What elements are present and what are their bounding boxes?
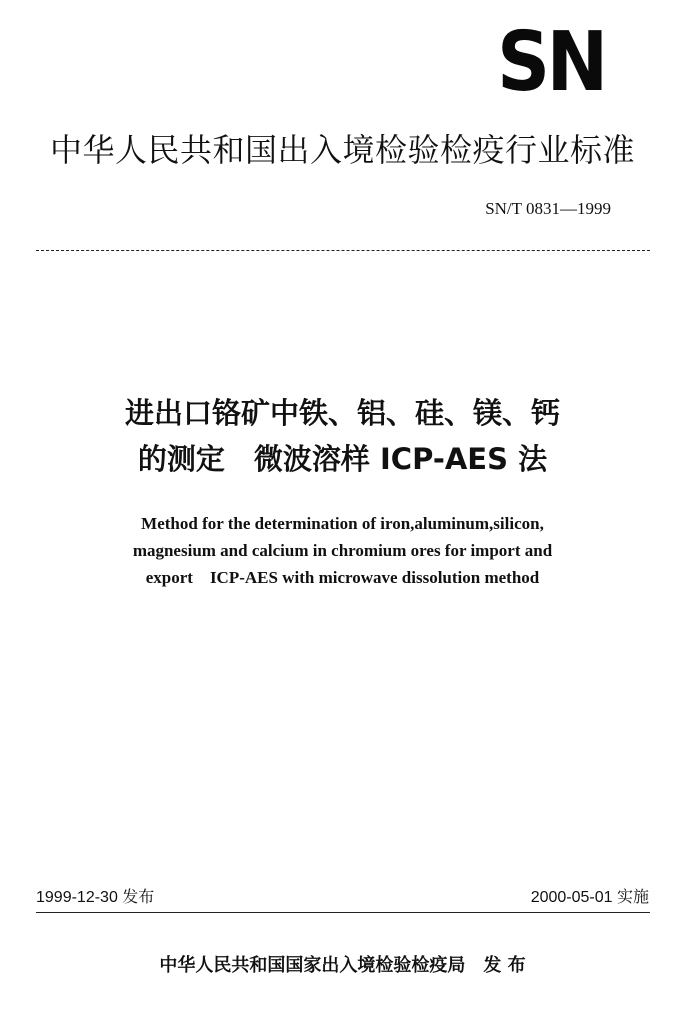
publish-action: 发 布: [483, 955, 526, 976]
title-zh-line-1: 进出口铬矿中铁、铝、硅、镁、钙: [124, 396, 560, 430]
implementation-date: 2000-05-01 实施: [530, 889, 649, 906]
header-divider: [36, 250, 650, 251]
title-en-line-3: export ICP-AES with microwave dissolution method: [145, 568, 540, 587]
standard-number: SN/T 0831—1999: [485, 199, 611, 218]
title-en-line-1: Method for the determination of iron,aluminum,silicon,: [141, 514, 544, 533]
title-en-line-2: magnesium and calcium in chromium ores for import and: [132, 541, 553, 560]
document-title-zh: [0, 390, 685, 482]
document-title-en: [0, 510, 685, 591]
issue-date: 1999-12-30 发布: [36, 889, 155, 906]
title-zh-line-2: 的测定 微波溶样 ICP-AES 法: [137, 442, 548, 476]
footer-divider: [36, 912, 650, 913]
publisher-line: [0, 952, 685, 980]
publisher-name: 中华人民共和国国家出入境检验检疫局: [159, 955, 466, 976]
sn-logo: SN: [497, 15, 605, 110]
organization-title: 中华人民共和国出入境检验检疫行业标准: [49, 131, 635, 169]
